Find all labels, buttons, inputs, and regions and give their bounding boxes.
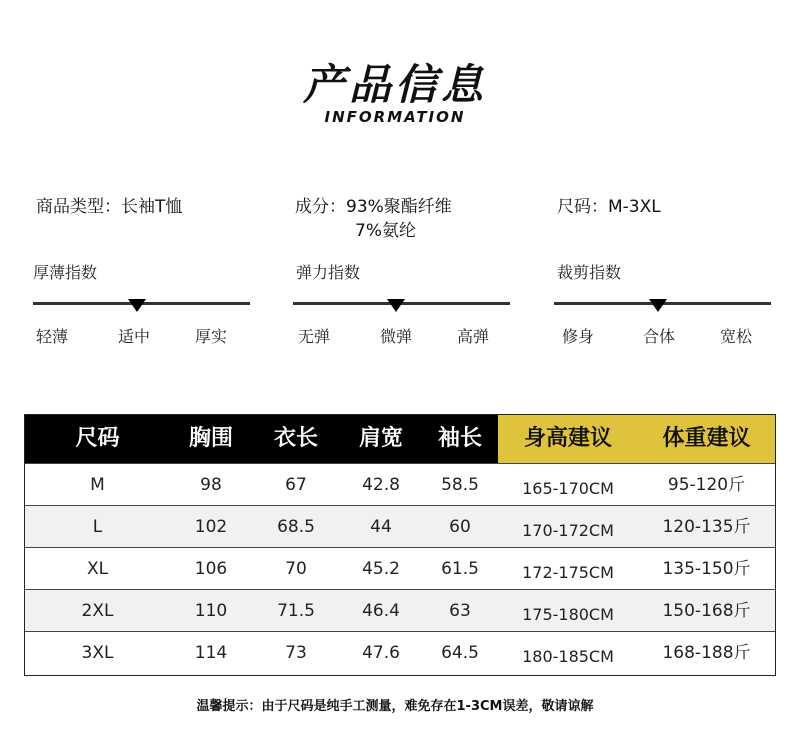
cell-shoulder: 45.2 — [362, 559, 400, 579]
table-row — [25, 589, 775, 632]
header-sleeve: 袖长 — [422, 415, 498, 463]
header-height: 身高建议 — [498, 415, 638, 463]
composition-line-2: 7%氨纶 — [355, 221, 416, 241]
scale-cut-title: 裁剪指数 — [557, 263, 622, 282]
cell-sleeve: 58.5 — [441, 475, 479, 495]
product-type: 商品类型：长袖T恤 — [36, 197, 183, 217]
product-size-range: 尺码：M-3XL — [557, 197, 661, 217]
cell-height: 172-175CM — [522, 563, 614, 582]
cell-shoulder: 42.8 — [362, 475, 400, 495]
cell-size: 2XL — [81, 601, 114, 621]
cell-size: L — [92, 517, 103, 537]
cell-height: 180-185CM — [522, 647, 614, 666]
cell-chest: 110 — [194, 601, 228, 621]
cell-shoulder: 44 — [370, 517, 392, 537]
cell-chest: 102 — [194, 517, 228, 537]
cell-size: M — [90, 475, 105, 495]
table-row — [25, 631, 775, 674]
page-title: 产品信息 — [302, 60, 487, 109]
cell-chest: 106 — [194, 559, 228, 579]
cell-weight: 150-168斤 — [662, 601, 751, 621]
scale-cut-label-low: 修身 — [562, 327, 595, 346]
cell-height: 165-170CM — [522, 479, 614, 498]
cell-length: 70 — [285, 559, 307, 579]
product-composition — [295, 192, 452, 241]
scale-cut-marker-icon — [649, 299, 667, 312]
scale-thickness-title: 厚薄指数 — [33, 263, 98, 282]
cell-weight: 120-135斤 — [662, 517, 751, 537]
cell-weight: 168-188斤 — [662, 643, 751, 663]
cell-length: 73 — [285, 643, 307, 663]
cell-length: 71.5 — [277, 601, 315, 621]
composition-line-1: 成分：93%聚酯纤维 — [295, 197, 452, 217]
scale-elasticity-label-mid: 微弹 — [380, 327, 413, 346]
cell-chest: 114 — [194, 643, 228, 663]
scale-thickness-label-high: 厚实 — [195, 327, 228, 346]
cell-shoulder: 47.6 — [362, 643, 400, 663]
cell-sleeve: 60 — [449, 517, 471, 537]
scale-cut-label-mid: 合体 — [643, 327, 676, 346]
cell-length: 67 — [285, 475, 307, 495]
cell-size: XL — [86, 559, 109, 579]
header-weight: 体重建议 — [638, 415, 775, 463]
table-row — [25, 505, 775, 548]
scale-cut-label-high: 宽松 — [720, 327, 753, 346]
scale-elasticity-label-low: 无弹 — [298, 327, 331, 346]
header-chest: 胸围 — [170, 415, 252, 463]
size-table-header — [25, 415, 775, 463]
cell-weight: 95-120斤 — [667, 475, 746, 495]
header-shoulder: 肩宽 — [340, 415, 422, 463]
measurement-note: 温馨提示：由于尺码是纯手工测量，难免存在1-3CM误差，敬请谅解 — [196, 699, 594, 714]
page-subtitle: INFORMATION — [324, 108, 466, 126]
cell-chest: 98 — [200, 475, 222, 495]
cell-length: 68.5 — [277, 517, 315, 537]
cell-height: 170-172CM — [522, 521, 614, 540]
cell-shoulder: 46.4 — [362, 601, 400, 621]
scale-thickness-label-mid: 适中 — [118, 327, 151, 346]
cell-weight: 135-150斤 — [662, 559, 751, 579]
cell-sleeve: 64.5 — [441, 643, 479, 663]
scale-thickness-label-low: 轻薄 — [36, 327, 69, 346]
header-length: 衣长 — [252, 415, 340, 463]
scale-elasticity-title: 弹力指数 — [296, 263, 361, 282]
size-table — [24, 414, 776, 676]
cell-size: 3XL — [81, 643, 114, 663]
table-row — [25, 463, 775, 506]
cell-height: 175-180CM — [522, 605, 614, 624]
cell-sleeve: 61.5 — [441, 559, 479, 579]
scale-thickness-marker-icon — [128, 299, 146, 312]
cell-sleeve: 63 — [449, 601, 471, 621]
scale-elasticity-label-high: 高弹 — [457, 327, 490, 346]
scale-elasticity-marker-icon — [387, 299, 405, 312]
table-row — [25, 547, 775, 590]
header-size: 尺码 — [25, 415, 170, 463]
